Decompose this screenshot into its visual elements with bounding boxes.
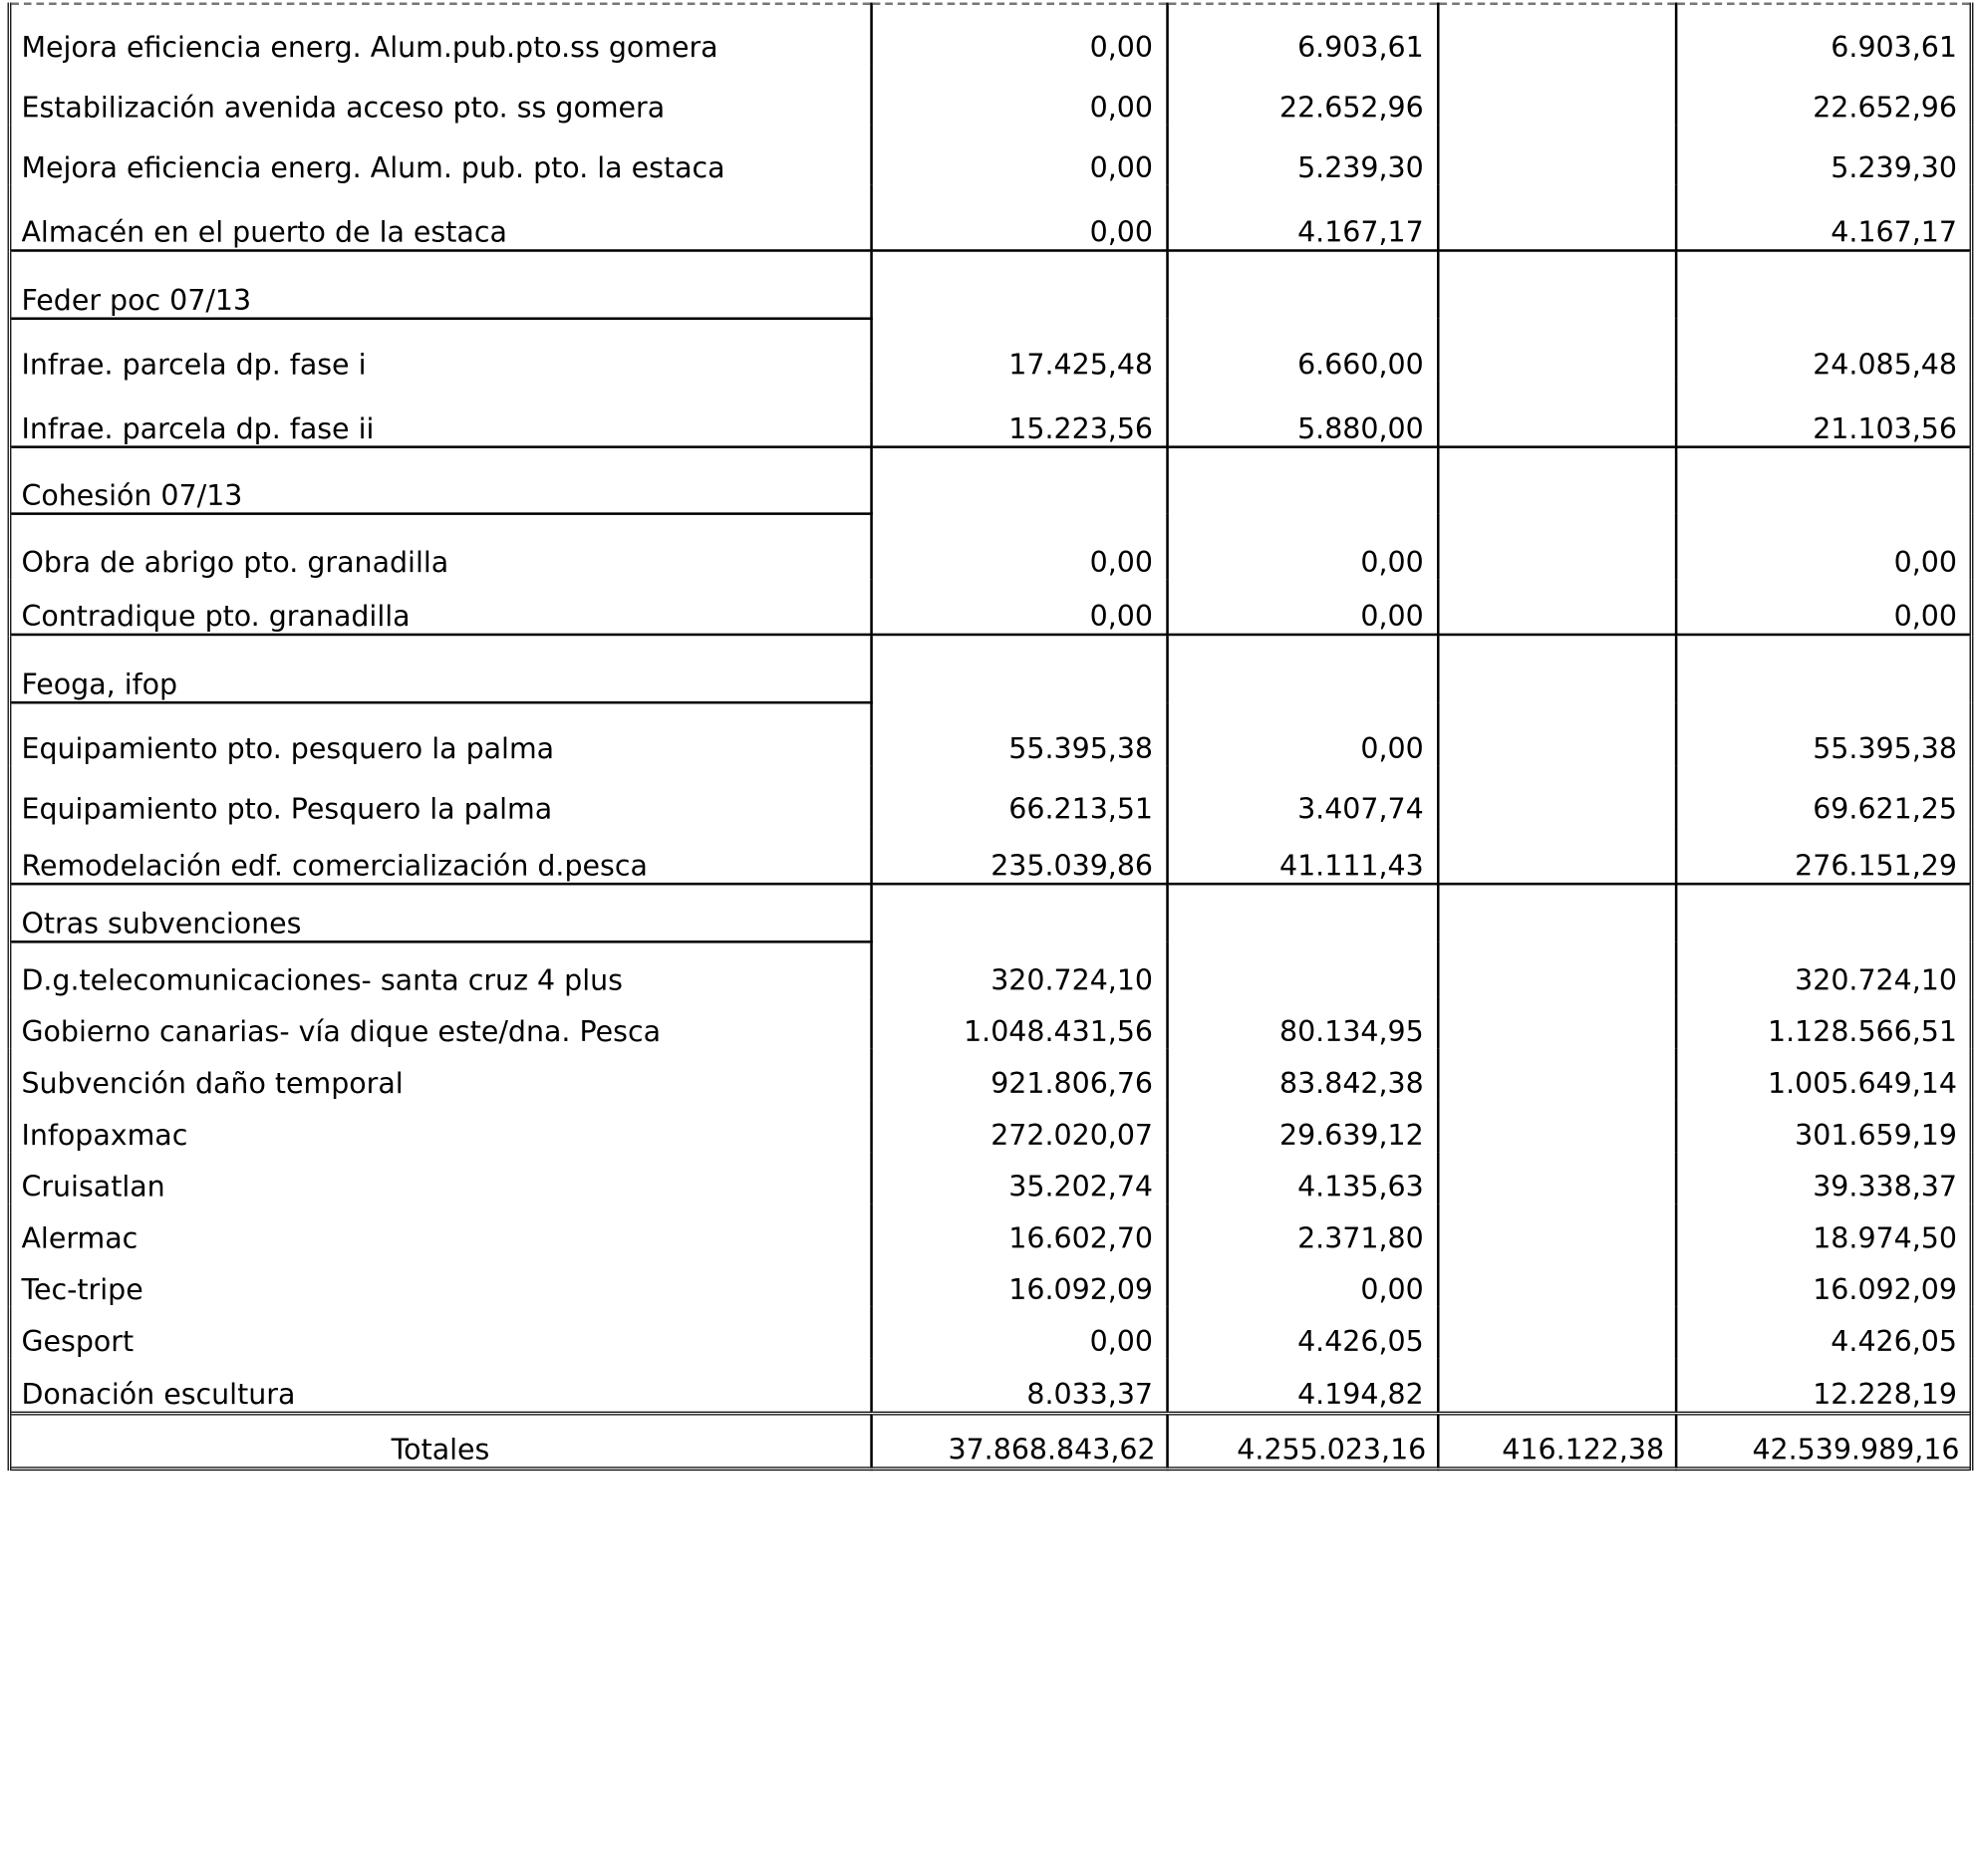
row-col3 xyxy=(1438,997,1676,1049)
row-col4: 69.621,25 xyxy=(1675,765,1971,826)
table-row xyxy=(9,1101,1971,1153)
row-col4: 5.239,30 xyxy=(1675,125,1971,185)
row-label: Gobierno canarias- vía dique este/dna. Pesca xyxy=(9,997,870,1049)
table-row xyxy=(9,1204,1971,1255)
row-col1: 320.724,10 xyxy=(871,941,1167,997)
row-col4: 21.103,56 xyxy=(1675,382,1971,447)
row-col2 xyxy=(1167,884,1438,941)
table-row xyxy=(9,826,1971,884)
table-body xyxy=(9,4,1971,1469)
row-col1: 17.425,48 xyxy=(871,319,1167,382)
row-label: Tec-tripe xyxy=(9,1255,870,1307)
section-header-row xyxy=(9,884,1971,941)
row-col3 xyxy=(1438,125,1676,185)
row-col4: 22.652,96 xyxy=(1675,64,1971,125)
row-col2: 6.903,61 xyxy=(1167,4,1438,65)
table-row xyxy=(9,1359,1971,1413)
table-row xyxy=(9,1049,1971,1101)
row-label: Estabilización avenida acceso pto. ss gomera xyxy=(9,64,870,125)
table-row xyxy=(9,4,1971,65)
row-label: Almacén en el puerto de la estaca xyxy=(9,185,870,251)
row-col3 xyxy=(1438,250,1676,318)
table-row xyxy=(9,765,1971,826)
row-col2: 29.639,12 xyxy=(1167,1101,1438,1153)
row-col4 xyxy=(1675,635,1971,702)
row-label: D.g.telecomunicaciones- santa cruz 4 plus xyxy=(9,941,870,997)
row-col3 xyxy=(1438,319,1676,382)
row-label: Infrae. parcela dp. fase ii xyxy=(9,382,870,447)
row-col3 xyxy=(1438,447,1676,514)
row-col2: 0,00 xyxy=(1167,579,1438,635)
row-col4: 24.085,48 xyxy=(1675,319,1971,382)
row-col3 xyxy=(1438,1049,1676,1101)
row-col1: 16.602,70 xyxy=(871,1204,1167,1255)
row-col3 xyxy=(1438,1359,1676,1413)
row-col1: 921.806,76 xyxy=(871,1049,1167,1101)
row-col1: 8.033,37 xyxy=(871,1359,1167,1413)
row-col4: 4.426,05 xyxy=(1675,1307,1971,1359)
row-label: Cruisatlan xyxy=(9,1152,870,1204)
row-col2: 0,00 xyxy=(1167,514,1438,580)
row-col4: 0,00 xyxy=(1675,514,1971,580)
row-label: Alermac xyxy=(9,1204,870,1255)
row-col3 xyxy=(1438,579,1676,635)
row-col4: 55.395,38 xyxy=(1675,702,1971,765)
row-col2: 3.407,74 xyxy=(1167,765,1438,826)
row-col1: 0,00 xyxy=(871,579,1167,635)
row-col3 xyxy=(1438,702,1676,765)
totals-col3: 416.122,38 xyxy=(1438,1413,1676,1469)
row-col4: 18.974,50 xyxy=(1675,1204,1971,1255)
row-col1: 0,00 xyxy=(871,1307,1167,1359)
row-col2: 80.134,95 xyxy=(1167,997,1438,1049)
row-label: Mejora eficiencia energ. Alum. pub. pto. la estaca xyxy=(9,125,870,185)
row-col1: 55.395,38 xyxy=(871,702,1167,765)
row-label: Infopaxmac xyxy=(9,1101,870,1153)
row-col2 xyxy=(1167,941,1438,997)
row-col2: 0,00 xyxy=(1167,702,1438,765)
row-col3 xyxy=(1438,884,1676,941)
table-row xyxy=(9,125,1971,185)
row-col2 xyxy=(1167,635,1438,702)
row-col1: 0,00 xyxy=(871,4,1167,65)
table-row xyxy=(9,185,1971,251)
table-row xyxy=(9,1255,1971,1307)
row-col4: 301.659,19 xyxy=(1675,1101,1971,1153)
row-col4: 0,00 xyxy=(1675,579,1971,635)
row-col1: 35.202,74 xyxy=(871,1152,1167,1204)
section-header-row xyxy=(9,250,1971,318)
row-col4: 276.151,29 xyxy=(1675,826,1971,884)
row-col3 xyxy=(1438,941,1676,997)
row-label: Mejora eficiencia energ. Alum.pub.pto.ss gomera xyxy=(9,4,870,65)
row-col2: 4.194,82 xyxy=(1167,1359,1438,1413)
row-col2: 5.239,30 xyxy=(1167,125,1438,185)
row-col2: 5.880,00 xyxy=(1167,382,1438,447)
row-col4 xyxy=(1675,884,1971,941)
row-col2: 4.167,17 xyxy=(1167,185,1438,251)
totals-col4: 42.539.989,16 xyxy=(1675,1413,1971,1469)
row-col3 xyxy=(1438,1204,1676,1255)
table-row xyxy=(9,1152,1971,1204)
subsidies-table xyxy=(8,3,1974,1471)
row-col4: 1.005.649,14 xyxy=(1675,1049,1971,1101)
row-col2 xyxy=(1167,447,1438,514)
row-col1: 235.039,86 xyxy=(871,826,1167,884)
row-col1 xyxy=(871,884,1167,941)
table-row xyxy=(9,1307,1971,1359)
row-col4 xyxy=(1675,250,1971,318)
row-col2: 4.426,05 xyxy=(1167,1307,1438,1359)
row-col3 xyxy=(1438,514,1676,580)
table-row xyxy=(9,997,1971,1049)
totals-row xyxy=(9,1413,1971,1469)
row-label: Obra de abrigo pto. granadilla xyxy=(9,514,870,580)
row-col4 xyxy=(1675,447,1971,514)
row-col1: 66.213,51 xyxy=(871,765,1167,826)
row-col3 xyxy=(1438,1255,1676,1307)
row-col1: 15.223,56 xyxy=(871,382,1167,447)
row-col3 xyxy=(1438,635,1676,702)
row-label: Donación escultura xyxy=(9,1359,870,1413)
row-label: Feoga, ifop xyxy=(9,635,870,702)
row-col1: 0,00 xyxy=(871,64,1167,125)
section-header-row xyxy=(9,447,1971,514)
totals-col1: 37.868.843,62 xyxy=(871,1413,1167,1469)
row-col3 xyxy=(1438,765,1676,826)
row-col3 xyxy=(1438,1307,1676,1359)
row-col2: 2.371,80 xyxy=(1167,1204,1438,1255)
row-col1: 0,00 xyxy=(871,514,1167,580)
row-label: Feder poc 07/13 xyxy=(9,250,870,318)
row-col2: 83.842,38 xyxy=(1167,1049,1438,1101)
row-label: Otras subvenciones xyxy=(9,884,870,941)
table-row xyxy=(9,941,1971,997)
row-col2: 22.652,96 xyxy=(1167,64,1438,125)
table-row xyxy=(9,382,1971,447)
section-header-row xyxy=(9,635,1971,702)
row-col4: 39.338,37 xyxy=(1675,1152,1971,1204)
row-col3 xyxy=(1438,4,1676,65)
row-label: Subvención daño temporal xyxy=(9,1049,870,1101)
row-label: Equipamiento pto. Pesquero la palma xyxy=(9,765,870,826)
row-col1: 0,00 xyxy=(871,125,1167,185)
row-label: Contradique pto. granadilla xyxy=(9,579,870,635)
row-col1: 1.048.431,56 xyxy=(871,997,1167,1049)
totals-label: Totales xyxy=(9,1413,870,1469)
row-col4: 320.724,10 xyxy=(1675,941,1971,997)
row-col3 xyxy=(1438,64,1676,125)
row-col3 xyxy=(1438,1152,1676,1204)
table-row xyxy=(9,514,1971,580)
row-col3 xyxy=(1438,185,1676,251)
row-col1 xyxy=(871,635,1167,702)
row-col2: 41.111,43 xyxy=(1167,826,1438,884)
table-row xyxy=(9,319,1971,382)
row-col1: 272.020,07 xyxy=(871,1101,1167,1153)
row-col1: 16.092,09 xyxy=(871,1255,1167,1307)
table-row xyxy=(9,702,1971,765)
row-col4: 4.167,17 xyxy=(1675,185,1971,251)
row-col1: 0,00 xyxy=(871,185,1167,251)
row-col2 xyxy=(1167,250,1438,318)
row-col2: 4.135,63 xyxy=(1167,1152,1438,1204)
row-col3 xyxy=(1438,1101,1676,1153)
row-label: Equipamiento pto. pesquero la palma xyxy=(9,702,870,765)
row-label: Cohesión 07/13 xyxy=(9,447,870,514)
row-col4: 16.092,09 xyxy=(1675,1255,1971,1307)
row-col2: 6.660,00 xyxy=(1167,319,1438,382)
row-col1 xyxy=(871,250,1167,318)
totals-col2: 4.255.023,16 xyxy=(1167,1413,1438,1469)
row-col3 xyxy=(1438,382,1676,447)
row-col2: 0,00 xyxy=(1167,1255,1438,1307)
row-col4: 12.228,19 xyxy=(1675,1359,1971,1413)
row-col4: 1.128.566,51 xyxy=(1675,997,1971,1049)
table-row xyxy=(9,579,1971,635)
row-label: Gesport xyxy=(9,1307,870,1359)
row-col3 xyxy=(1438,826,1676,884)
table-row xyxy=(9,64,1971,125)
row-label: Infrae. parcela dp. fase i xyxy=(9,319,870,382)
row-label: Remodelación edf. comercialización d.pesca xyxy=(9,826,870,884)
row-col4: 6.903,61 xyxy=(1675,4,1971,65)
row-col1 xyxy=(871,447,1167,514)
